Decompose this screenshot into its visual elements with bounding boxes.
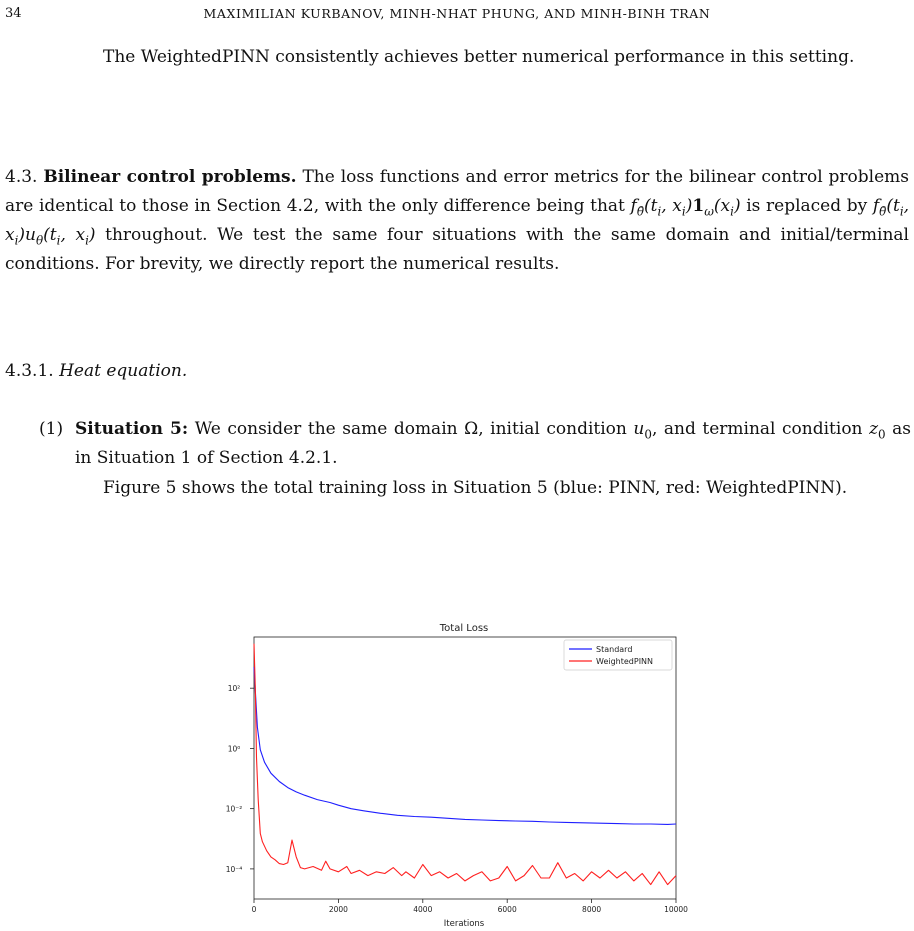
- x-tick-label: 4000: [413, 905, 433, 914]
- figure-5-description: Figure 5 shows the total training loss in Situation 5 (blue: PINN, red: WeightedPINN).: [103, 478, 848, 498]
- section-4-3: [5, 163, 909, 279]
- formula-f-u: $f_{\thetā}(t_i$, $x_i)u_\theta(t_i$, $x_i$): [5, 196, 910, 248]
- paragraph-weighted-performance: [75, 43, 911, 72]
- y-tick-label: 10⁻²: [225, 804, 243, 814]
- y-tick-label: 10⁰: [227, 744, 241, 754]
- symbol-u0: $u_0$: [633, 419, 652, 442]
- y-axis: [226, 684, 254, 874]
- subsection-title: Heat equation.: [59, 361, 188, 381]
- item-text-c: as in Situation 1 of Section 4.2.1.: [75, 419, 912, 468]
- x-tick-label: 10000: [664, 905, 688, 914]
- subsection-4-3-1: [5, 357, 909, 386]
- y-tick-label: 10²: [227, 684, 241, 694]
- section-title: Bilinear control problems.: [43, 167, 297, 187]
- legend: [564, 640, 672, 670]
- item-marker: (1): [39, 419, 64, 439]
- x-axis: [252, 899, 689, 914]
- y-tick-label: 10⁻⁴: [225, 864, 243, 874]
- legend-label-standard: Standard: [596, 645, 633, 654]
- item-label: Situation 5:: [75, 419, 189, 439]
- total-loss-chart: [200, 608, 688, 931]
- formula-f-indicator: $f_{\thetā}(t_i$, $x_i)1_\omega(x_i)$: [630, 196, 741, 219]
- subsection-number: 4.3.1.: [5, 361, 54, 381]
- x-tick-label: 8000: [582, 905, 602, 914]
- situation-5-item: [39, 415, 912, 473]
- running-head: MAXIMILIAN KURBANOV, MINH-NHAT PHUNG, AND MINH-BINH TRAN: [203, 6, 711, 21]
- section-text-c: throughout. We test the same four situations with the same domain and initial/terminal conditions. For brevity, we directly report the numerical results.: [5, 225, 909, 274]
- x-tick-label: 2000: [328, 905, 348, 914]
- x-tick-label: 6000: [497, 905, 517, 914]
- item-text-b: , and terminal condition: [651, 419, 863, 439]
- paragraph-1-text: The WeightedPINN consistently achieves better numerical performance in this setting.: [103, 47, 855, 67]
- chart-title: Total Loss: [439, 623, 489, 634]
- x-tick-label: 0: [251, 905, 257, 914]
- plot-frame: [254, 637, 676, 899]
- section-number: 4.3.: [5, 167, 38, 187]
- section-text-b: is replaced by: [746, 196, 868, 216]
- x-axis-label: Iterations: [443, 919, 485, 929]
- legend-label-weightedpinn: WeightedPINN: [596, 657, 654, 666]
- section-text-a: The loss functions and error metrics for the bilinear control problems are identical to those in Section 4.2, with the only difference being that: [5, 167, 910, 216]
- symbol-z0: $z_0$: [869, 419, 886, 442]
- item-text-a: We consider the same domain Ω, initial condition: [194, 419, 627, 439]
- page-number: 34: [5, 6, 22, 21]
